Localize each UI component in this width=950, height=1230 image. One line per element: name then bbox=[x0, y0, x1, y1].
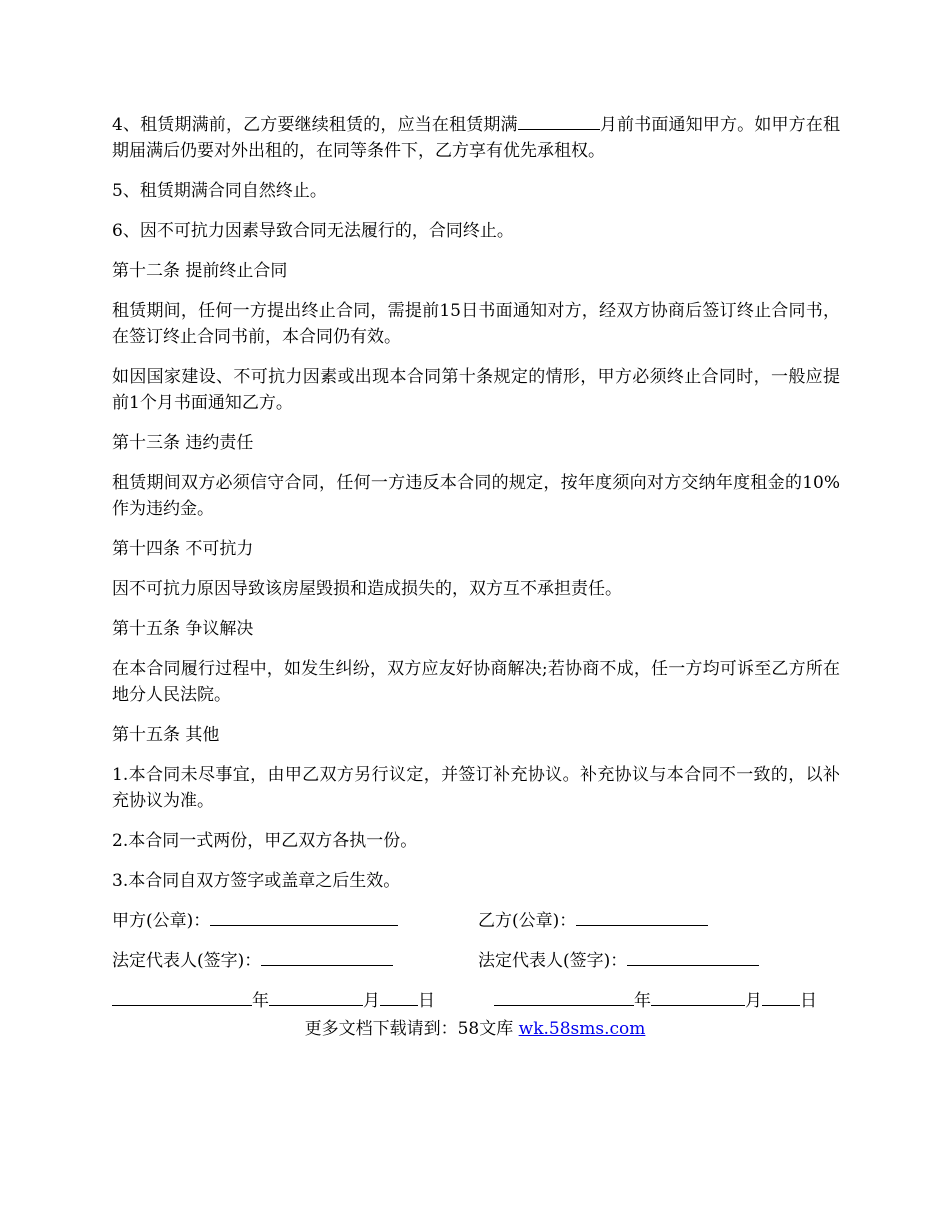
party-a-signature-blank bbox=[261, 948, 393, 966]
party-b-signature-blank bbox=[627, 948, 759, 966]
article-15-dispute-paragraph: 在本合同履行过程中，如发生纠纷，双方应友好协商解决;若协商不成，任一方均可诉至乙方所在地分人民法院。 bbox=[112, 659, 840, 705]
day-blank bbox=[380, 988, 418, 1006]
party-b-seal-blank bbox=[576, 908, 708, 926]
year-blank bbox=[494, 988, 634, 1006]
clause-5-expiry: 5、租赁期满合同自然终止。 bbox=[112, 181, 327, 201]
article-12-paragraph-1: 租赁期间，任何一方提出终止合同，需提前15日书面通知对方，经双方协商后签订终止合同书，在签订终止合同书前，本合同仍有效。 bbox=[112, 301, 840, 347]
party-b-date: 年 月 日 bbox=[494, 988, 817, 1014]
article-15-other-heading: 第十五条 其他 bbox=[112, 725, 220, 745]
other-item-1: 1.本合同未尽事宜，由甲乙双方另行议定，并签订补充协议。补充协议与本合同不一致的，以补充协议为准。 bbox=[112, 765, 840, 811]
article-13-heading: 第十三条 违约责任 bbox=[112, 433, 254, 453]
party-seal-row bbox=[112, 908, 840, 934]
party-a-seal: 甲方(公章)： bbox=[112, 908, 398, 934]
months-blank bbox=[518, 112, 600, 130]
article-12-heading: 第十二条 提前终止合同 bbox=[112, 261, 288, 281]
clause-6-force-majeure: 6、因不可抗力因素导致合同无法履行的，合同终止。 bbox=[112, 221, 514, 241]
download-footer: 更多文档下载请到：58文库 wk.58sms.com bbox=[304, 1019, 646, 1039]
document-body bbox=[112, 112, 840, 1028]
party-a-seal-blank bbox=[210, 908, 398, 926]
party-a-date: 年 月 日 bbox=[112, 988, 435, 1014]
day-blank bbox=[762, 988, 800, 1006]
article-14-paragraph: 因不可抗力原因导致该房屋毁损和造成损失的，双方互不承担责任。 bbox=[112, 579, 622, 599]
party-b-representative: 法定代表人(签字)： bbox=[478, 948, 759, 974]
article-15-dispute-heading: 第十五条 争议解决 bbox=[112, 619, 254, 639]
representative-row bbox=[112, 948, 840, 974]
party-b-seal: 乙方(公章)： bbox=[478, 908, 708, 934]
article-14-heading: 第十四条 不可抗力 bbox=[112, 539, 254, 559]
year-blank bbox=[112, 988, 252, 1006]
month-blank bbox=[269, 988, 363, 1006]
party-a-representative: 法定代表人(签字)： bbox=[112, 948, 393, 974]
article-12-paragraph-2: 如因国家建设、不可抗力因素或出现本合同第十条规定的情形，甲方必须终止合同时，一般应提前1个月书面通知乙方。 bbox=[112, 367, 840, 413]
other-item-3: 3.本合同自双方签字或盖章之后生效。 bbox=[112, 871, 401, 891]
website-link[interactable]: wk.58sms.com bbox=[518, 1019, 646, 1039]
clause-4-renewal: 4、租赁期满前，乙方要继续租赁的，应当在租赁期满 月前书面通知甲方。如甲方在租期届满后仍要对外出租的，在同等条件下，乙方享有优先承租权。 bbox=[112, 112, 840, 164]
month-blank bbox=[651, 988, 745, 1006]
other-item-2: 2.本合同一式两份，甲乙双方各执一份。 bbox=[112, 831, 418, 851]
article-13-paragraph: 租赁期间双方必须信守合同，任何一方违反本合同的规定，按年度须向对方交纳年度租金的10%作为违约金。 bbox=[112, 473, 840, 519]
date-row bbox=[112, 988, 840, 1014]
